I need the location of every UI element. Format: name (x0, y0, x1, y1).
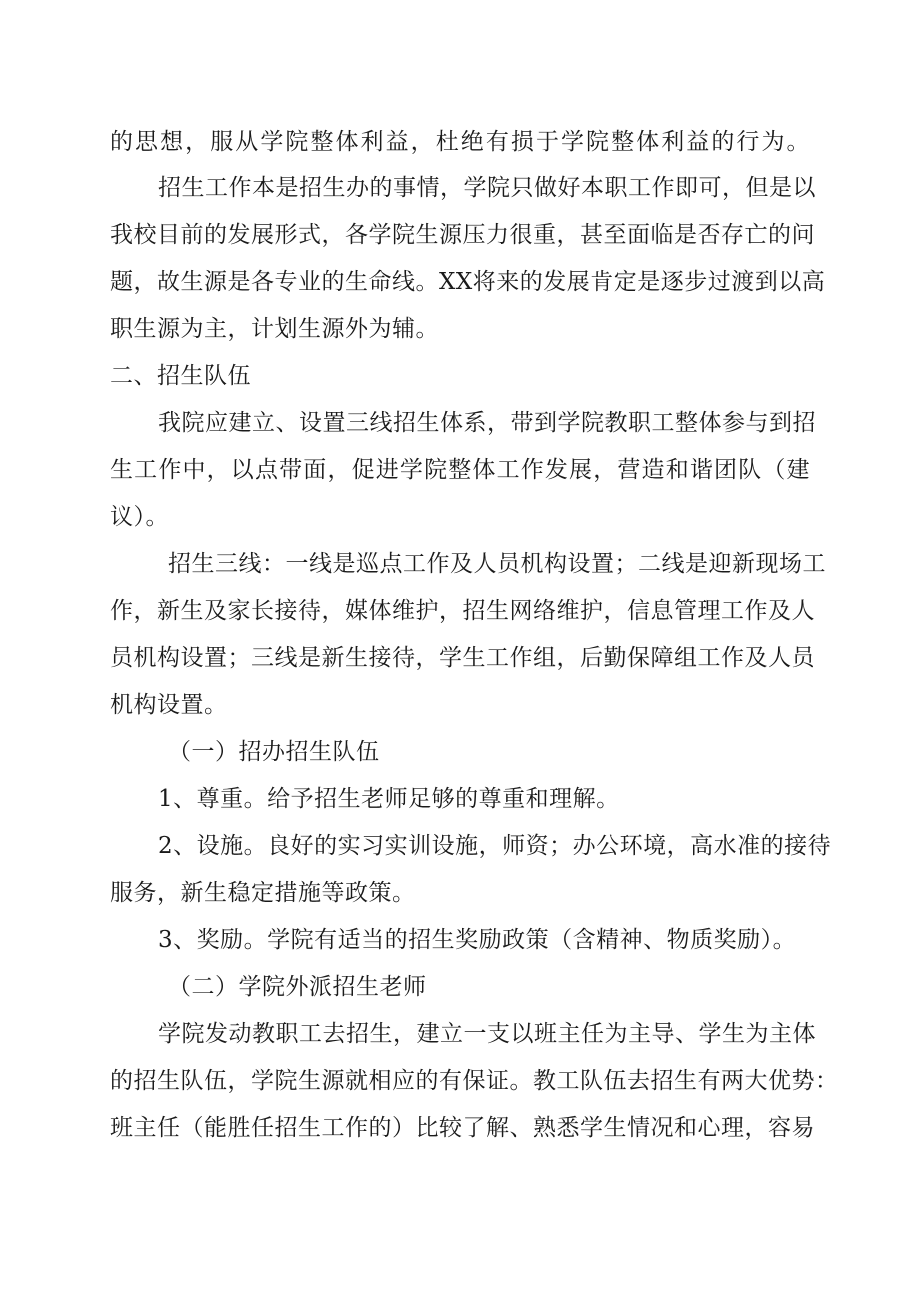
subsection-heading-1: （一）招办招生队伍 (168, 739, 380, 765)
list-item-3: 3、奖励。学院有适当的招生奖励政策（含精神、物质奖励）。 (158, 927, 797, 953)
list-item-1: 1、尊重。给予招生老师足够的尊重和理解。 (158, 786, 620, 812)
paragraph-line-12: 员机构设置；三线是新生接待，学生工作组，后勤保障组工作及人员 (110, 645, 815, 671)
list-item-2: 2、设施。良好的实习实训设施，师资；办公环境，高水准的接待 (158, 833, 832, 859)
paragraph-line-20: 学院发动教职工去招生，建立一支以班主任为主导、学生为主体 (158, 1021, 816, 1047)
paragraph-line-3: 我校目前的发展形式，各学院生源压力很重，甚至面临是否存亡的问 (110, 222, 815, 248)
paragraph-line-7: 我院应建立、设置三线招生体系，带到学院教职工整体参与到招 (158, 410, 816, 436)
paragraph-line-2: 招生工作本是招生办的事情，学院只做好本职工作即可，但是以 (158, 175, 816, 201)
paragraph-line-1: 的思想，服从学院整体利益，杜绝有损于学院整体利益的行为。 (110, 129, 810, 155)
paragraph-line-5: 职生源为主，计划生源外为辅。 (110, 316, 439, 342)
section-heading: 二、招生队伍 (110, 363, 251, 389)
paragraph-line-4: 题，故生源是各专业的生命线。XX将来的发展肯定是逐步过渡到以高 (110, 269, 826, 295)
paragraph-line-22: 班主任（能胜任招生工作的）比较了解、熟悉学生情况和心理，容易 (110, 1115, 815, 1141)
paragraph-line-13: 机构设置。 (110, 692, 228, 718)
subsection-heading-2: （二）学院外派招生老师 (168, 974, 427, 1000)
paragraph-line-21: 的招生队伍，学院生源就相应的有保证。教工队伍去招生有两大优势： (110, 1068, 839, 1094)
list-item-2-continued: 服务，新生稳定措施等政策。 (110, 880, 416, 906)
paragraph-line-11: 作，新生及家长接待，媒体维护，招生网络维护，信息管理工作及人 (110, 598, 815, 624)
paragraph-line-8: 生工作中，以点带面，促进学院整体工作发展，营造和谐团队（建 (110, 457, 810, 483)
paragraph-line-10: 招生三线：一线是巡点工作及人员机构设置；二线是迎新现场工 (168, 551, 826, 577)
paragraph-line-9: 议）。 (110, 504, 169, 530)
